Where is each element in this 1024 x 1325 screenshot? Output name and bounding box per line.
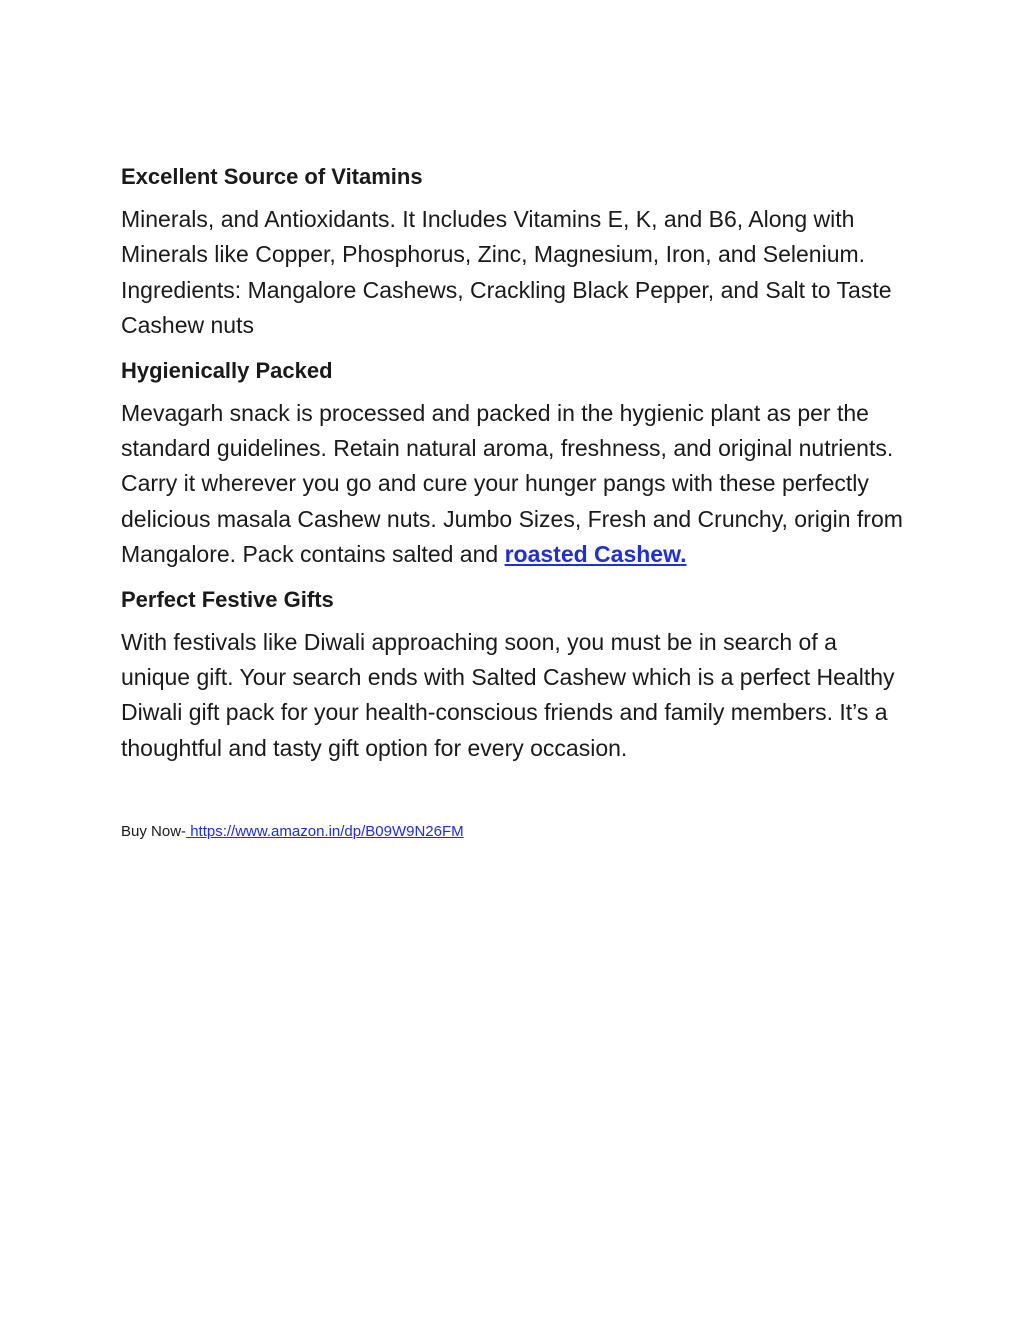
section-body-vitamins: Minerals, and Antioxidants. It Includes Vitamins E, K, and B6, Along with Minerals like Copper, Phosphorus, Zinc, Magnesium, Iron, and Selenium. Ingredients: Mangalore Cashews, Crackling Black Pepper, and Salt to Taste Cashew nuts (121, 206, 892, 339)
section-body-hygienic-text: Mevagarh snack is processed and packed in the hygienic plant as per the standard guidelines. Retain natural aroma, freshness, and original nutrients. Carry it wherever you go and cure your hunger pangs with these perfectly delicious masala Cashew nuts. Jumbo Sizes, Fresh and Crunchy, origin from Mangalore. Pack contains salted and (121, 399, 903, 568)
buy-now-line (121, 822, 911, 842)
document-page (121, 162, 911, 842)
section-body-hygienic (121, 396, 911, 573)
section-heading-vitamins: Excellent Source of Vitamins (121, 164, 423, 189)
buy-now-label: Buy Now- (121, 823, 187, 841)
section-heading-hygienic: Hygienically Packed (121, 357, 333, 383)
section-body-festive: With festivals like Diwali approaching soon, you must be in search of a unique gift. Your search ends with Salted Cashew which is a perfect Healthy Diwali gift pack for your health-conscious friends and family members. It’s a thoughtful and tasty gift option for every occasion. (121, 628, 895, 761)
section-heading-festive: Perfect Festive Gifts (121, 586, 334, 612)
amazon-product-link[interactable]: https://www.amazon.in/dp/B09W9N26FM (186, 823, 464, 841)
roasted-cashew-link[interactable]: roasted Cashew (504, 541, 681, 568)
roasted-cashew-link-suffix[interactable]: . (680, 541, 687, 568)
